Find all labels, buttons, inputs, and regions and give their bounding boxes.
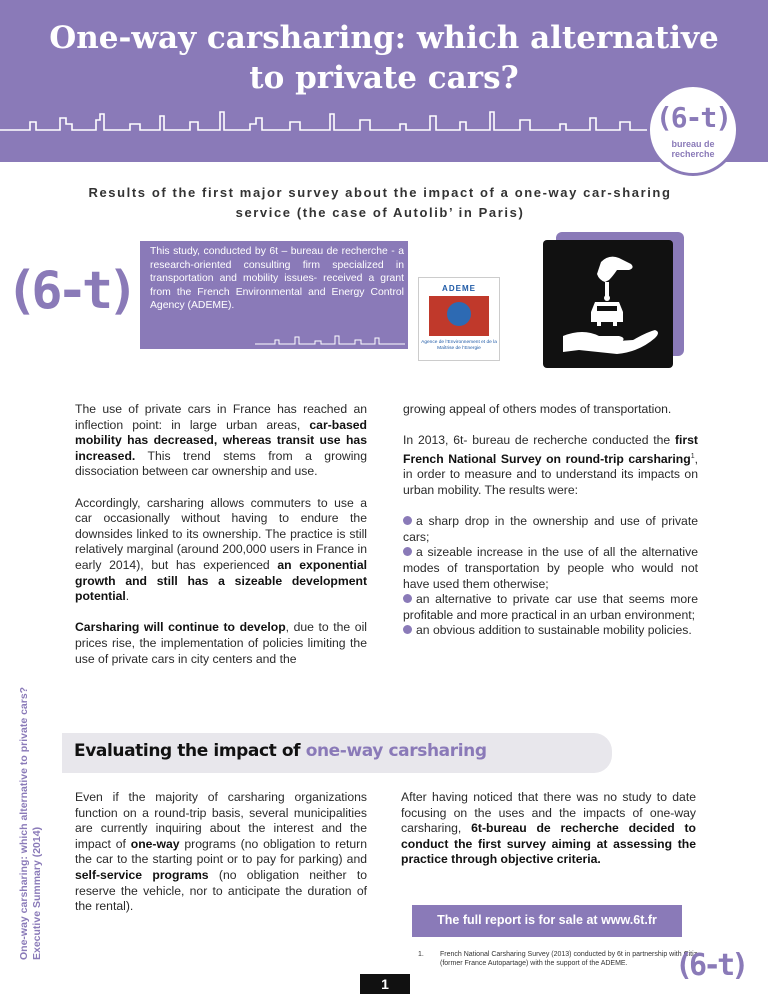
paragraph: The use of private cars in France has reached an inflection point: in large urban areas, car-based mobility has decreased, whereas transit use has increased. This trend stems from a growing dissociation between car ownership and use.: [75, 402, 367, 479]
section-title-highlight: one-way carsharing: [305, 741, 487, 761]
bullet-icon: [403, 625, 412, 634]
paragraph: Carsharing will continue to develop, due to the oil prices rise, the implementation of policies limiting the use of private cars in city centers and the: [75, 620, 367, 666]
6t-logo-subtitle: bureau de recherche: [671, 139, 715, 159]
car-key-handover-icon: [543, 240, 673, 368]
running-subtitle-line: Executive Summary (2014): [31, 826, 43, 960]
list-item: an obvious addition to sustainable mobility policies.: [403, 623, 698, 639]
paragraph: In 2013, 6t- bureau de recherche conducted the first French National Survey on round-trip carsharing$^1$, in order to measure and to understand its impacts on urban mobility. The results were:: [403, 433, 698, 498]
section-title: Evaluating the impact of: [74, 741, 306, 761]
ademe-name: ADEME: [442, 284, 476, 293]
ademe-logo: [418, 277, 500, 361]
bullet-icon: [403, 516, 412, 525]
subtitle: Results of the first major survey about the impact of a one-way car-sharing service (the case of Autolib’ in Paris): [88, 185, 672, 220]
body-column-3: [75, 790, 367, 930]
footnote-text: French National Carsharing Survey (2013) conducted by 6t in partnership with Citiz (former France Autopartage) with the support of the ADEME.: [440, 951, 698, 967]
intro-text: This study, conducted by 6t – bureau de recherche - a research-oriented consulting firm specialized in transportation and mobility issues- received a grant from the French Environmental and Energy Control Agency (ADEME).: [150, 246, 404, 312]
ademe-caption: Agence de l’Environnement et de la Maîtrise de l’Energie: [421, 340, 497, 351]
list-item: a sharp drop in the ownership and use of private cars;: [403, 514, 698, 544]
sale-banner[interactable]: [412, 905, 682, 937]
globe-icon: [447, 302, 471, 326]
paragraph: Even if the majority of carsharing organizations function on a round-trip basis, several municipalities are currently inquiring about the interest and the impact of one-way programs (no obligation to return the car to the starting point or to pay for parking) and self-service programs (no obligation neither to reserve the vehicle, nor to anticipate the duration of the rental).: [75, 790, 367, 914]
running-title-line: One-way carsharing: which alternative to private cars?: [18, 686, 30, 960]
page-number: 1: [360, 974, 410, 994]
6t-logo-mark: (6-t): [655, 101, 731, 134]
body-column-2: [403, 402, 698, 639]
footer-6t-logo: (6-t): [675, 948, 746, 983]
section-heading: [62, 733, 612, 773]
list-item: an alternative to private car use that seems more profitable and more practical in an urban environment;: [403, 592, 698, 622]
paragraph: Accordingly, carsharing allows commuters to use a car occasionally without having to endure the downsides linked to its ownership. The practice is still relatively marginal (around 200,000 users in France in early 2014), but has experienced an exponential growth and still has a sizeable development potential.: [75, 495, 367, 604]
sale-link-text[interactable]: The full report is for sale at www.6t.fr: [437, 913, 657, 927]
footnote: [418, 950, 698, 968]
list-item: a sizeable increase in the use of all the alternative modes of transportation by people who would not have used them otherwise;: [403, 545, 698, 591]
body-column-4: [401, 790, 696, 884]
results-list: [403, 514, 698, 639]
ademe-flag-icon: [429, 296, 489, 336]
body-column-1: [75, 402, 367, 683]
vertical-running-title: [18, 660, 54, 960]
header-band: [0, 0, 768, 162]
intro-skyline-decoration: [255, 332, 405, 348]
bullet-icon: [403, 594, 412, 603]
6t-logo-badge[interactable]: [647, 84, 739, 176]
bullet-icon: [403, 547, 412, 556]
footnote-number: 1.: [418, 951, 424, 958]
6t-large-logo: (6-t): [6, 261, 133, 321]
document-title: One-way carsharing: which alternative to private cars?: [49, 20, 719, 96]
paragraph: After having noticed that there was no study to date focusing on the uses and the impacts of one-way carsharing, 6t-bureau de recherche decided to conduct the first survey aiming at assessing the practice through objective criteria.: [401, 790, 696, 867]
paragraph: growing appeal of others modes of transportation.: [403, 402, 672, 416]
